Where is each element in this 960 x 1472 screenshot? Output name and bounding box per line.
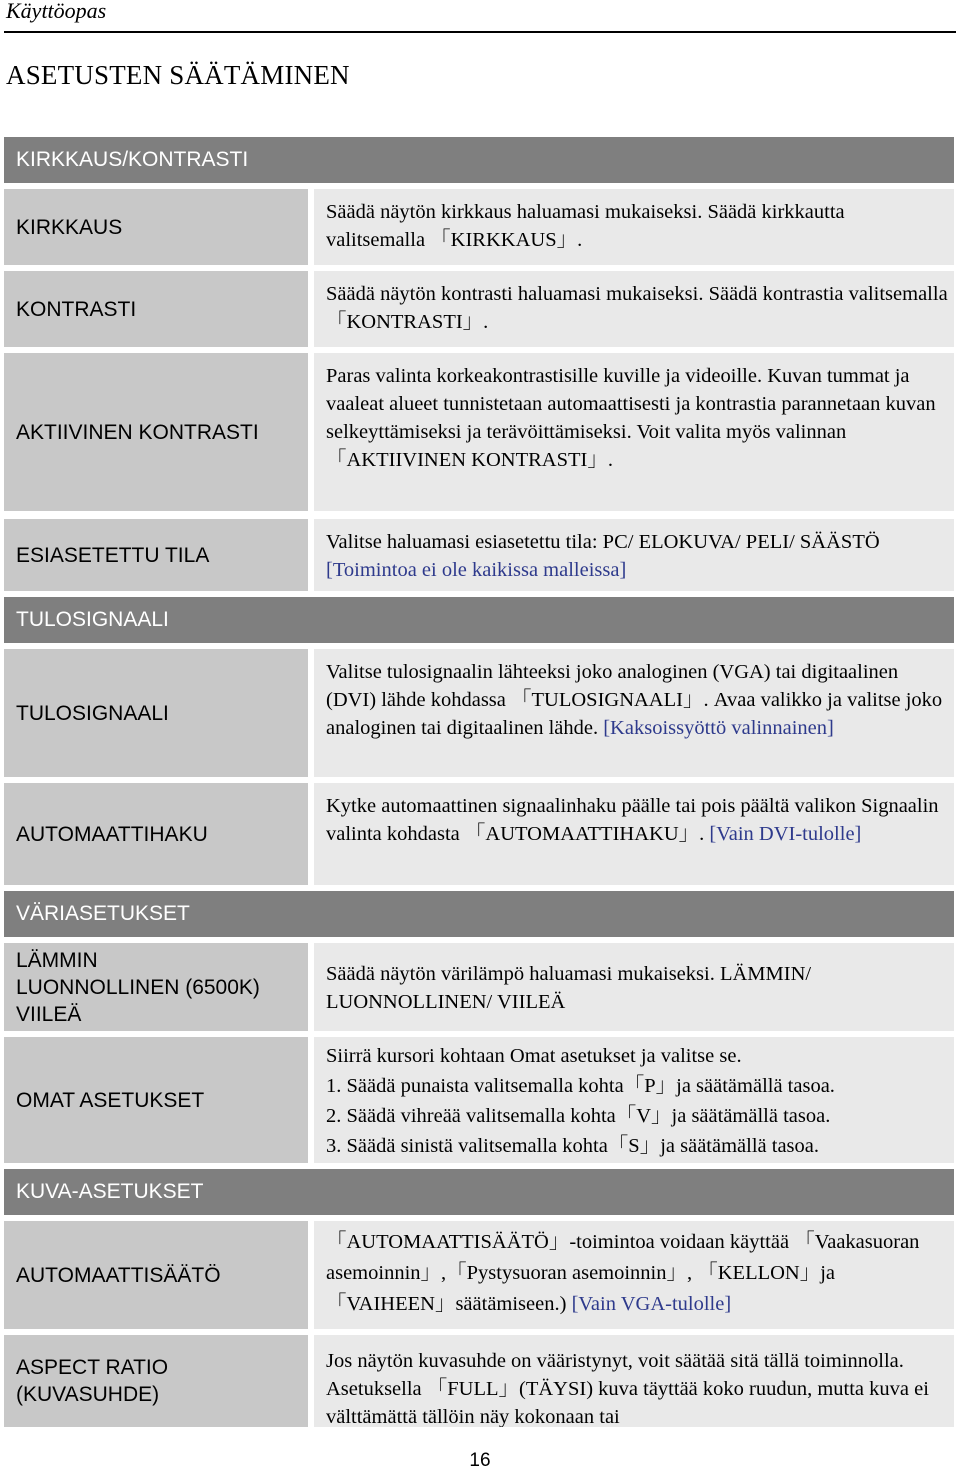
row-desc-user-settings (314, 1037, 954, 1163)
row-label-brightness: KIRKKAUS (4, 189, 308, 265)
section-heading-brightness-contrast: KIRKKAUS/KONTRASTI (4, 137, 954, 183)
row-desc-input-signal (314, 649, 954, 777)
row-desc-preset-mode (314, 519, 954, 591)
manual-header-title: Käyttöopas (6, 0, 107, 23)
section-heading-input-signal: TULOSIGNAALI (4, 597, 954, 643)
row-desc-brightness (314, 189, 954, 265)
desc-text: Valitse haluamasi esiasetettu tila: PC/ ELOKUVA/ PELI/ SÄÄSTÖ (326, 531, 880, 553)
desc-text: Paras valinta korkeakontrastisille kuville ja videoille. Kuvan tummat ja vaaleat alueet tunnistetaan automaattisesti ja kontrastia parannetaan kuvan selkeyttämiseksi ja terävöittämiseksi. Voit valita myös valinnan「AKTIIVINEN KONTRASTI」. (326, 365, 936, 471)
desc-text: 「AUTOMAATTISÄÄTÖ」-toimintoa voidaan käyttää 「Vaakasuoran asemoinnin」,「Pystysuoran asemoinnin」, 「KELLON」ja「VAIHEEN」säätämiseen.) (326, 1231, 920, 1315)
desc-text: Valitse tulosignaalin lähteeksi joko analoginen (VGA) tai digitaalinen (DVI) lähde kohdassa 「TULOSIGNAALI」. Avaa valikko ja valitse joko analoginen tai digitaalinen lähde. (326, 661, 943, 739)
desc-text: Säädä näytön kirkkaus haluamasi mukaiseksi. Säädä kirkkautta valitsemalla 「KIRKKAUS」. (326, 201, 845, 251)
desc-line: Siirrä kursori kohtaan Omat asetukset ja valitse se. (326, 1045, 742, 1067)
section-heading-color-settings: VÄRIASETUKSET (4, 891, 954, 937)
row-label-aspect-ratio: ASPECT RATIO (KUVASUHDE) (4, 1335, 308, 1427)
desc-line: 1. Säädä punaista valitsemalla kohta「P」ja säätämällä tasoa. (326, 1075, 835, 1097)
availability-note: [Vain VGA-tulolle] (571, 1293, 732, 1315)
header-divider (4, 31, 956, 33)
row-desc-active-contrast (314, 353, 954, 511)
page-number: 16 (469, 1450, 491, 1471)
section-heading-image-settings: KUVA-ASETUKSET (4, 1169, 954, 1215)
desc-text: Jos näytön kuvasuhde on vääristynyt, voit säätää sitä tällä toiminnolla. Asetuksella 「FULL」(TÄYSI) kuva täyttää koko ruudun, mutta kuva ei välttämättä tällöin näy kokonaan tai (326, 1350, 929, 1427)
availability-note: [Vain DVI-tulolle] (709, 823, 862, 845)
row-label-auto-search: AUTOMAATTIHAKU (4, 783, 308, 885)
availability-note: [Toimintoa ei ole kaikissa malleissa] (326, 559, 627, 581)
desc-text: Säädä näytön kontrasti haluamasi mukaiseksi. Säädä kontrastia valitsemalla 「KONTRASTI」. (326, 283, 948, 333)
row-label-preset-mode: ESIASETETTU TILA (4, 519, 308, 591)
row-label-contrast: KONTRASTI (4, 271, 308, 347)
desc-line: 3. Säädä sinistä valitsemalla kohta「S」ja säätämällä tasoa. (326, 1135, 820, 1157)
row-desc-contrast (314, 271, 954, 347)
row-label-active-contrast: AKTIIVINEN KONTRASTI (4, 353, 308, 511)
row-label-auto-adjust: AUTOMAATTISÄÄTÖ (4, 1221, 308, 1329)
desc-text: Säädä näytön värilämpö haluamasi mukaiseksi. LÄMMIN/ LUONNOLLINEN/ VIILEÄ (326, 963, 812, 1013)
page-title: ASETUSTEN SÄÄTÄMINEN (6, 60, 350, 90)
row-desc-color-temperature (314, 943, 954, 1031)
row-label-color-temperature: LÄMMIN LUONNOLLINEN (6500K) VIILEÄ (4, 943, 308, 1031)
desc-line: 2. Säädä vihreää valitsemalla kohta「V」ja säätämällä tasoa. (326, 1105, 831, 1127)
row-desc-auto-search (314, 783, 954, 885)
desc-text: Kytke automaattinen signaalinhaku päälle tai pois päältä valikon Signaalin valinta kohdasta 「AUTOMAATTIHAKU」. (326, 795, 939, 845)
row-label-user-settings: OMAT ASETUKSET (4, 1037, 308, 1163)
row-desc-aspect-ratio (314, 1335, 954, 1427)
row-label-input-signal: TULOSIGNAALI (4, 649, 308, 777)
row-desc-auto-adjust (314, 1221, 954, 1329)
availability-note: [Kaksoissyöttö valinnainen] (603, 717, 834, 739)
